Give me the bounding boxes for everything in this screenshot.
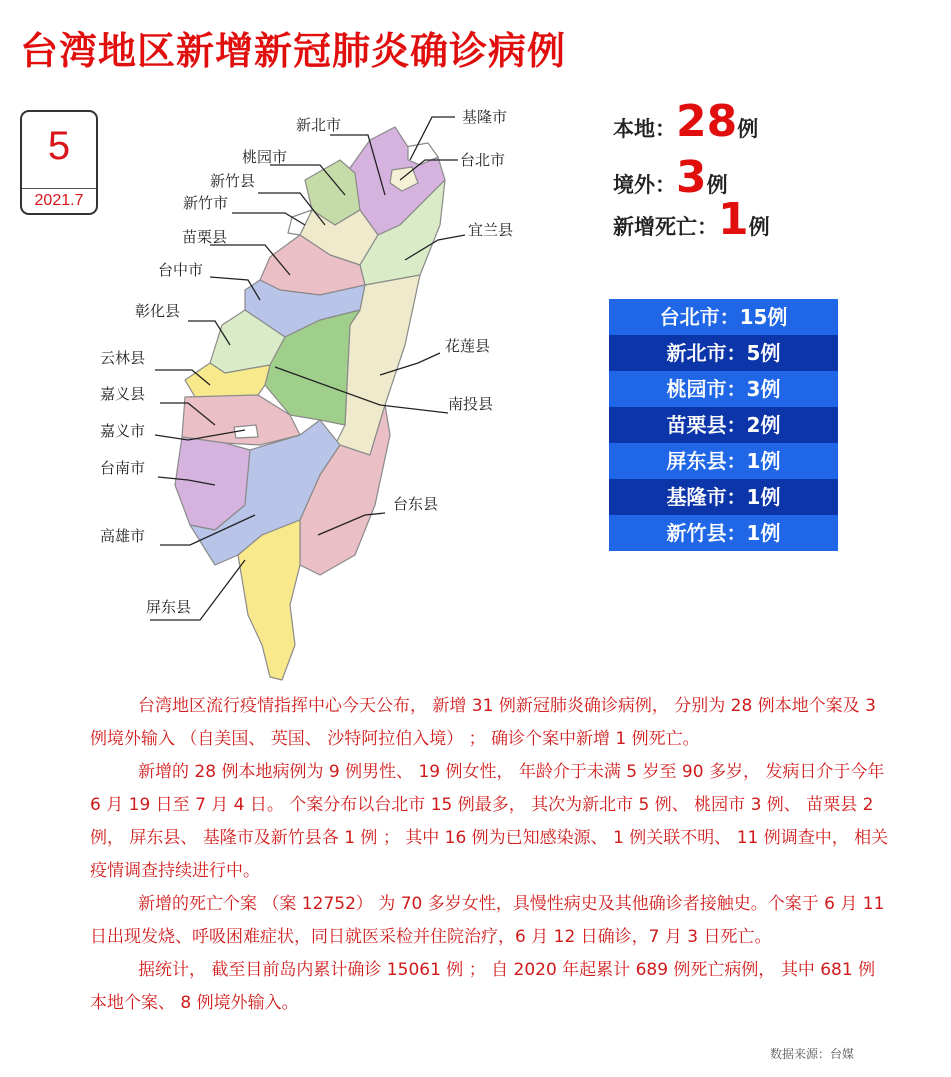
- map-label-newtaipei: 新北市: [296, 116, 342, 134]
- date-month: 2021.7: [34, 192, 84, 209]
- map-label-kaohsiung: 高雄市: [100, 527, 146, 545]
- data-source: 数据来源：台媒: [770, 1047, 855, 1061]
- table-row: 桃园市：3例: [609, 371, 838, 407]
- date-day: 5: [47, 124, 71, 168]
- local-cases-unit: 例: [737, 117, 759, 141]
- taiwan-map: [0, 85, 600, 685]
- paragraph: 台湾地区流行疫情指挥中心今天公布， 新增 31 例新冠肺炎确诊病例， 分别为 28 例本地个案及 3 例境外输入 （自美国、 英国、 沙特阿拉伯入境） ； 确诊个案中新增 1 例死亡。: [90, 696, 876, 749]
- map-label-miaoli: 苗栗县: [182, 228, 228, 246]
- map-label-hualien: 花莲县: [445, 337, 491, 355]
- new-deaths-unit: 例: [748, 215, 770, 239]
- city-case-table: [609, 299, 838, 551]
- map-label-yilan: 宜兰县: [468, 221, 514, 239]
- imported-cases-value: 3: [676, 152, 707, 203]
- map-label-hsinchu-county: 新竹县: [210, 172, 256, 190]
- map-label-nantou: 南投县: [448, 395, 494, 413]
- table-row: 新北市：5例: [609, 335, 838, 371]
- new-deaths: [613, 194, 770, 245]
- map-label-pingtung: 屏东县: [146, 598, 192, 616]
- table-row: 新竹县：1例: [609, 515, 838, 551]
- new-deaths-value: 1: [718, 194, 749, 245]
- paragraph: 据统计， 截至目前岛内累计确诊 15061 例 ； 自 2020 年起累计 689 例死亡病例， 其中 681 例本地个案、 8 例境外输入。: [90, 960, 876, 1013]
- page-title: 台湾地区新增新冠肺炎确诊病例: [20, 29, 567, 73]
- table-row: 苗栗县：2例: [609, 407, 838, 443]
- map-label-taoyuan: 桃园市: [242, 148, 288, 166]
- new-deaths-label: 新增死亡：: [613, 215, 718, 239]
- announcement-text: [90, 690, 890, 1020]
- map-label-changhua: 彰化县: [135, 302, 181, 320]
- table-row: 台北市：15例: [609, 299, 838, 335]
- table-row: 基隆市：1例: [609, 479, 838, 515]
- map-label-chiayi-county: 嘉义县: [100, 385, 146, 403]
- imported-cases-unit: 例: [706, 173, 728, 197]
- map-label-keelung: 基隆市: [462, 108, 508, 126]
- map-label-chiayi-city: 嘉义市: [100, 422, 146, 440]
- paragraph: 新增的 28 例本地病例为 9 例男性、 19 例女性， 年龄介于未满 5 岁至 90 多岁， 发病日介于今年 6 月 19 日至 7 月 4 日。 个案分布以台北市 15 例最多， 其次为新北市 5 例、 桃园市 3 例、 苗栗县 2 例， 屏东县、 基隆市及新竹县各 1 例 ； 其中 16 例为已知感染源、 1 例关联不明、 11 例调查中， 相关疫情调查持续进行中。: [90, 762, 889, 881]
- map-label-taitung: 台东县: [393, 495, 439, 513]
- local-cases: [613, 96, 759, 147]
- imported-cases: [613, 152, 728, 203]
- map-label-hsinchu-city: 新竹市: [183, 194, 229, 212]
- map-label-taipei: 台北市: [460, 151, 506, 169]
- imported-cases-label: 境外：: [613, 173, 676, 197]
- table-row: 屏东县：1例: [609, 443, 838, 479]
- local-cases-value: 28: [676, 96, 738, 147]
- paragraph: 新增的死亡个案 （案 12752） 为 70 多岁女性，具慢性病史及其他确诊者接触史。个案于 6 月 11 日出现发烧、呼吸困难症状，同日就医采检并住院治疗，6 月 12 日确诊，7 月 3 日死亡。: [90, 894, 885, 947]
- map-label-tainan: 台南市: [100, 459, 146, 477]
- map-label-yunlin: 云林县: [100, 349, 146, 367]
- map-label-taichung: 台中市: [158, 261, 204, 279]
- local-cases-label: 本地：: [613, 117, 676, 141]
